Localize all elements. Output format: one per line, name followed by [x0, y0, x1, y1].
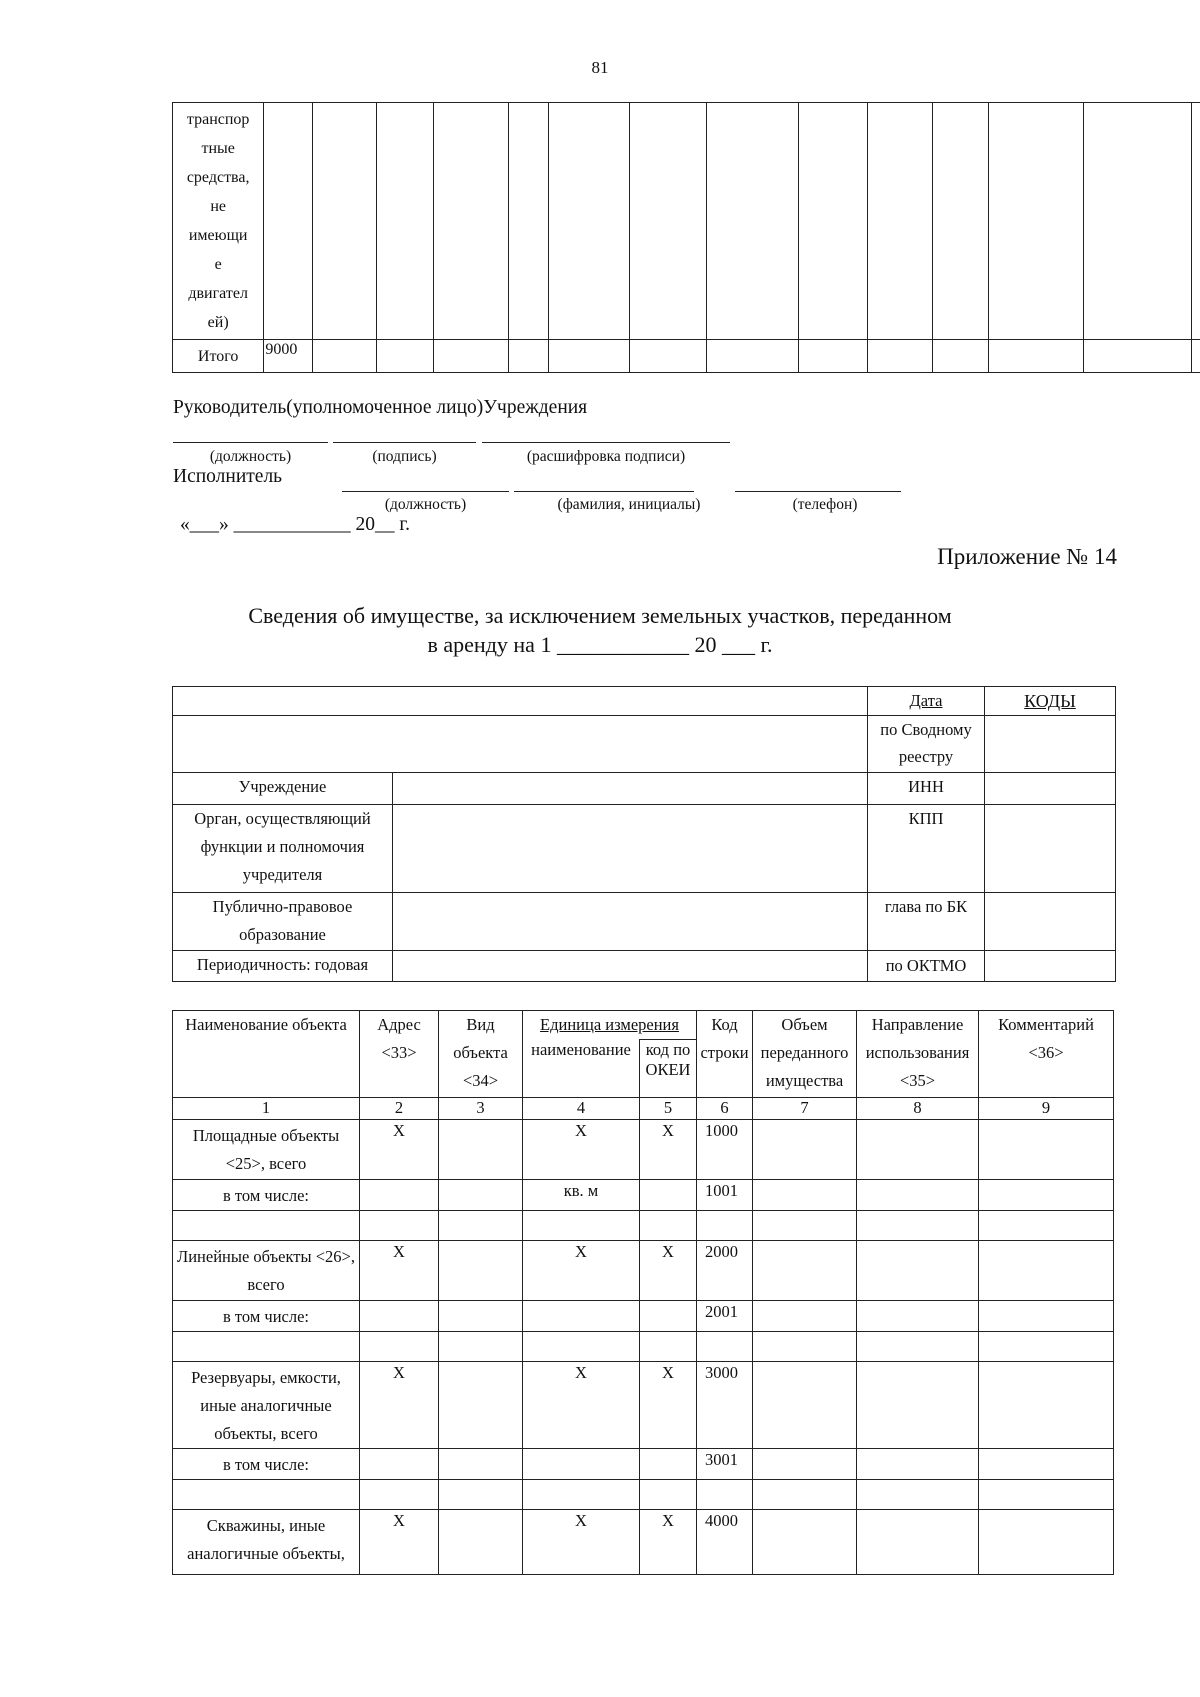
organ-label: Орган, осуществляющий функции и полномочия учредителя [173, 805, 393, 893]
decoding-line[interactable] [482, 442, 730, 443]
table-row [173, 1211, 1114, 1241]
row-address[interactable] [360, 1180, 439, 1211]
row-volume[interactable] [753, 1480, 857, 1510]
row-volume[interactable] [753, 1301, 857, 1332]
row-comment[interactable] [979, 1332, 1114, 1362]
cell[interactable] [988, 340, 1083, 373]
row-address: X [360, 1362, 439, 1449]
row-unit-name[interactable] [523, 1301, 640, 1332]
oktmo-code[interactable] [985, 951, 1116, 982]
row-unit-code[interactable] [640, 1480, 697, 1510]
public-entity-label: Публично-правовое образование [173, 893, 393, 951]
vehicles-label-line: средства, [186, 169, 250, 186]
cell[interactable] [377, 340, 434, 373]
row-unit-code[interactable] [640, 1301, 697, 1332]
bk-code[interactable] [985, 893, 1116, 951]
row-volume[interactable] [753, 1362, 857, 1449]
table-row [173, 1180, 1114, 1211]
row-direction[interactable] [857, 1362, 979, 1449]
header-volume: Объем переданного имущества [753, 1011, 857, 1098]
row-address[interactable] [360, 1480, 439, 1510]
row-volume[interactable] [753, 1449, 857, 1480]
caption-signature: (подпись) [372, 448, 437, 465]
cell[interactable] [377, 103, 434, 340]
row-code: 1000 [697, 1120, 753, 1180]
row-code: 1001 [697, 1180, 753, 1211]
row-name: Скважины, иные аналогичные объекты, [173, 1510, 360, 1575]
column-number: 2 [360, 1098, 439, 1120]
table-row [173, 1301, 1114, 1332]
row-unit-code: X [640, 1120, 697, 1180]
row-comment[interactable] [979, 1362, 1114, 1449]
vehicles-label-line: е [214, 256, 222, 273]
codes-label: КОДЫ [985, 687, 1116, 716]
meta-blank-2 [173, 716, 868, 773]
row-unit-code[interactable] [640, 1211, 697, 1241]
row-unit-name[interactable] [523, 1332, 640, 1362]
header-unit-name: наименование [523, 1040, 640, 1098]
caption-phone: (телефон) [792, 496, 858, 513]
row-name: Линейные объекты <26>, всего [173, 1241, 360, 1301]
row-name[interactable] [173, 1480, 360, 1510]
cell[interactable] [988, 103, 1083, 340]
row-code[interactable] [697, 1332, 753, 1362]
cell[interactable] [933, 103, 989, 340]
row-comment[interactable] [979, 1480, 1114, 1510]
row-type[interactable] [439, 1362, 523, 1449]
table-row [173, 1120, 1114, 1180]
cell[interactable] [629, 340, 706, 373]
inn-code[interactable] [985, 773, 1116, 805]
row-type[interactable] [439, 1180, 523, 1211]
row-direction[interactable] [857, 1211, 979, 1241]
row-type[interactable] [439, 1211, 523, 1241]
caption-position: (должность) [209, 448, 292, 465]
table-row [173, 1241, 1114, 1301]
caption-name: (фамилия, инициалы) [557, 496, 701, 513]
row-volume[interactable] [753, 1120, 857, 1180]
position-line[interactable] [173, 442, 328, 443]
row-code: 4000 [697, 1510, 753, 1575]
column-number: 8 [857, 1098, 979, 1120]
row-name: в том числе: [173, 1449, 360, 1480]
periodicity-value[interactable] [393, 951, 868, 982]
row-type[interactable] [439, 1510, 523, 1575]
row-direction[interactable] [857, 1510, 979, 1575]
column-number: 7 [753, 1098, 857, 1120]
row-unit-name: X [523, 1362, 640, 1449]
row-type[interactable] [439, 1301, 523, 1332]
row-code[interactable] [697, 1480, 753, 1510]
periodicity-label: Периодичность: годовая [173, 951, 393, 982]
inn-label: ИНН [868, 773, 985, 805]
property-table [172, 1010, 1114, 1575]
table-row [173, 1449, 1114, 1480]
caption-position2: (должность) [384, 496, 467, 513]
row-unit-name: X [523, 1120, 640, 1180]
cell[interactable] [867, 103, 932, 340]
row-unit-code[interactable] [640, 1332, 697, 1362]
row-code[interactable] [697, 1211, 753, 1241]
row-name: в том числе: [173, 1301, 360, 1332]
main-body [173, 1120, 1114, 1575]
name-line[interactable] [514, 491, 694, 492]
continuation-table [172, 102, 1200, 373]
cell[interactable] [867, 340, 932, 373]
cell[interactable] [508, 340, 548, 373]
row-name: в том числе: [173, 1180, 360, 1211]
kpp-code[interactable] [985, 805, 1116, 893]
row-comment[interactable] [979, 1211, 1114, 1241]
cell[interactable] [1191, 340, 1200, 373]
cell[interactable] [629, 103, 706, 340]
vehicles-label-line: ей) [207, 314, 229, 331]
cell[interactable] [1083, 103, 1191, 340]
table-row [173, 1480, 1114, 1510]
total-label: Итого [173, 340, 264, 373]
row-name: Площадные объекты <25>, всего [173, 1120, 360, 1180]
row-address[interactable] [360, 1449, 439, 1480]
cell[interactable] [933, 340, 989, 373]
row-code: 2001 [697, 1301, 753, 1332]
row-name[interactable] [173, 1211, 360, 1241]
cell[interactable] [548, 340, 629, 373]
row-comment[interactable] [979, 1449, 1114, 1480]
header-name: Наименование объекта [173, 1011, 360, 1098]
cell[interactable] [312, 103, 376, 340]
form-heading-line2: в аренду на 1 ____________ 20 ___ г. [427, 632, 773, 657]
cell[interactable] [799, 340, 868, 373]
table-row [173, 1362, 1114, 1449]
position2-line[interactable] [342, 491, 509, 492]
row-type[interactable] [439, 1120, 523, 1180]
cell[interactable] [706, 103, 799, 340]
row-code: 2000 [697, 1241, 753, 1301]
vehicles-label-line: транспор [186, 111, 250, 128]
row-address: X [360, 1241, 439, 1301]
cell[interactable] [312, 340, 376, 373]
column-numbers-row [173, 1098, 1114, 1120]
bk-label: глава по БК [868, 893, 985, 951]
public-entity-value[interactable] [393, 893, 868, 951]
row-address[interactable] [360, 1301, 439, 1332]
row-unit-name: кв. м [523, 1180, 640, 1211]
vehicles-label-line: не [210, 198, 226, 215]
row-comment[interactable] [979, 1120, 1114, 1180]
row-unit-code: X [640, 1510, 697, 1575]
row-comment[interactable] [979, 1241, 1114, 1301]
cell[interactable] [433, 340, 508, 373]
header-type: Вид объекта <34> [439, 1011, 523, 1098]
vehicles-label-line: имеющи [188, 227, 248, 244]
row-volume[interactable] [753, 1510, 857, 1575]
vehicles-no-engine-label [173, 103, 264, 340]
row-volume[interactable] [753, 1241, 857, 1301]
organ-value[interactable] [393, 805, 868, 893]
row-volume[interactable] [753, 1332, 857, 1362]
header-address: Адрес <33> [360, 1011, 439, 1098]
header-unit-code: код по ОКЕИ [640, 1040, 697, 1098]
column-number: 1 [173, 1098, 360, 1120]
cell[interactable] [799, 103, 868, 340]
cell[interactable] [264, 103, 313, 340]
signature-line[interactable] [333, 442, 476, 443]
row-unit-name[interactable] [523, 1480, 640, 1510]
header-direction: Направление использования <35> [857, 1011, 979, 1098]
row-address[interactable] [360, 1332, 439, 1362]
row-volume[interactable] [753, 1211, 857, 1241]
row-direction[interactable] [857, 1480, 979, 1510]
row-code: 3001 [697, 1449, 753, 1480]
date-label: Дата [868, 687, 985, 716]
row-name[interactable] [173, 1332, 360, 1362]
cell[interactable] [433, 103, 508, 340]
row-address: X [360, 1120, 439, 1180]
header-comment: Комментарий <36> [979, 1011, 1114, 1098]
svodny-code[interactable] [985, 716, 1116, 773]
row-unit-name: X [523, 1510, 640, 1575]
table-row [173, 1332, 1114, 1362]
row-address: X [360, 1510, 439, 1575]
caption-decoding: (расшифровка подписи) [526, 448, 686, 465]
vehicles-label-lines [173, 105, 263, 337]
column-number: 4 [523, 1098, 640, 1120]
cell[interactable] [1191, 103, 1200, 340]
cell[interactable] [1083, 340, 1191, 373]
row-direction[interactable] [857, 1301, 979, 1332]
form-heading-line1: Сведения об имуществе, за исключением земельных участков, переданном [248, 603, 952, 628]
institution-label: Учреждение [173, 773, 393, 805]
vehicles-label-line: тные [201, 140, 235, 157]
column-number: 5 [640, 1098, 697, 1120]
oktmo-label: по ОКТМО [868, 951, 985, 982]
row-type[interactable] [439, 1480, 523, 1510]
cell[interactable] [706, 340, 799, 373]
row-type[interactable] [439, 1449, 523, 1480]
row-comment[interactable] [979, 1180, 1114, 1211]
vehicles-label-line: двигател [188, 285, 248, 302]
row-direction[interactable] [857, 1449, 979, 1480]
row-unit-code: X [640, 1362, 697, 1449]
row-code: 3000 [697, 1362, 753, 1449]
row-address[interactable] [360, 1211, 439, 1241]
column-number: 9 [979, 1098, 1114, 1120]
row-unit-name[interactable] [523, 1211, 640, 1241]
row-unit-name: X [523, 1241, 640, 1301]
header-unit: Единица измерения [523, 1011, 697, 1040]
row-direction[interactable] [857, 1120, 979, 1180]
cell[interactable] [508, 103, 548, 340]
row-name: Резервуары, емкости, иные аналогичные объекты, всего [173, 1362, 360, 1449]
row-unit-code: X [640, 1241, 697, 1301]
executor-label: Исполнитель [173, 466, 283, 487]
row-volume[interactable] [753, 1180, 857, 1211]
row-direction[interactable] [857, 1332, 979, 1362]
page-number: 81 [591, 58, 609, 77]
row-unit-code[interactable] [640, 1449, 697, 1480]
row-comment[interactable] [979, 1301, 1114, 1332]
appendix-title: Приложение № 14 [937, 544, 1117, 569]
row-unit-code[interactable] [640, 1180, 697, 1211]
row-direction[interactable] [857, 1241, 979, 1301]
header-row-code: Код строки [697, 1011, 753, 1098]
row-direction[interactable] [857, 1180, 979, 1211]
row-unit-name[interactable] [523, 1449, 640, 1480]
kpp-label: КПП [868, 805, 985, 893]
svodny-label: по Сводному реестру [868, 716, 985, 773]
row-type[interactable] [439, 1241, 523, 1301]
column-number: 6 [697, 1098, 753, 1120]
total-code: 9000 [264, 340, 313, 373]
meta-table [172, 686, 1116, 982]
row-comment[interactable] [979, 1510, 1114, 1575]
head-title: Руководитель(уполномоченное лицо)Учреждения [173, 397, 588, 418]
cell[interactable] [548, 103, 629, 340]
table-row [173, 1510, 1114, 1575]
column-number: 3 [439, 1098, 523, 1120]
institution-value[interactable] [393, 773, 868, 805]
phone-line[interactable] [735, 491, 901, 492]
row-type[interactable] [439, 1332, 523, 1362]
date-line: «___» ____________ 20__ г. [180, 514, 411, 535]
meta-blank [173, 687, 868, 716]
